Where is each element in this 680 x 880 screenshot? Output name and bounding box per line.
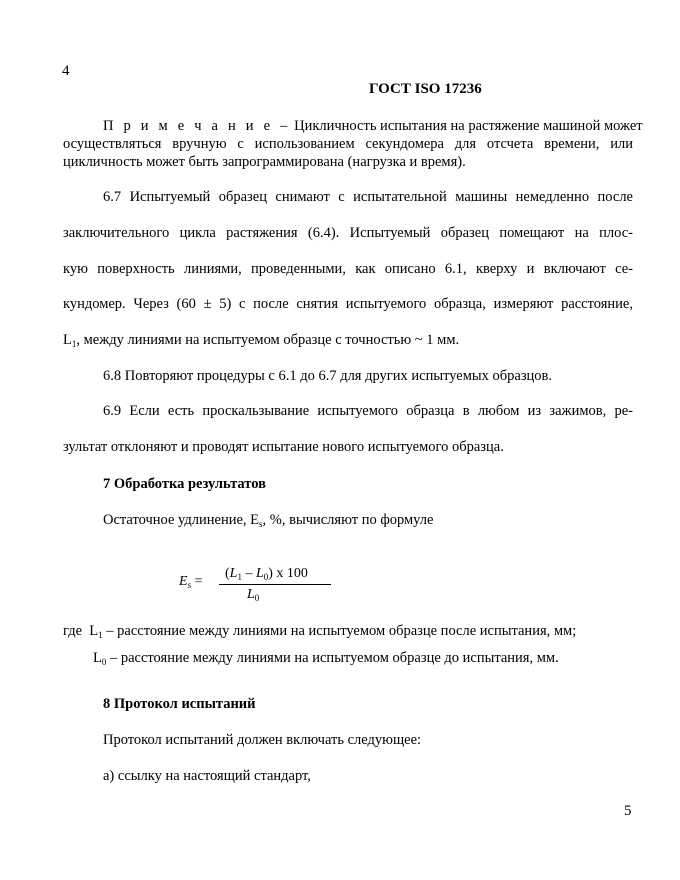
subscript: 0: [101, 657, 107, 667]
where-L1: [63, 623, 576, 640]
section-8-intro: Протокол испытаний должен включать следующее:: [103, 732, 422, 748]
symbol-L: L: [63, 332, 72, 348]
where-L0: [93, 650, 559, 667]
section-7-title: 7 Обработка результатов: [103, 476, 266, 492]
subscript: 0: [254, 593, 260, 603]
formula-lhs: [179, 574, 202, 590]
p67-line-3: кую поверхность линиями, проведенными, как описано 6.1, кверху и включают се-: [63, 261, 633, 277]
subscript: 1: [71, 339, 77, 349]
p67-line-2: заключительного цикла растяжения (6.4). Испытуемый образец помещают на плос-: [63, 225, 633, 241]
p69-line-1: 6.9 Если есть проскальзывание испытуемого образца в любом из зажимов, ре-: [103, 403, 633, 419]
section-7-intro: [103, 512, 433, 529]
page-bottom-number: 5: [624, 803, 632, 819]
note-line-2: осуществляться вручную с использованием секундомера для отсчета времени, или: [63, 136, 633, 152]
where-L0-text: – расстояние между линиями на испытуемом образце до испытания, мм.: [106, 650, 559, 666]
formula-numerator: [225, 566, 308, 582]
equals-sign: =: [191, 574, 203, 589]
symbol-L0: L: [255, 566, 264, 581]
subscript: 1: [98, 630, 103, 640]
where-L1-text: – расстояние между линиями на испытуемом образце после испытания, мм;: [102, 623, 577, 639]
p67-line-4: кундомер. Через (60 ± 5) с после снятия испытуемого образца, измеряют расстояние,: [63, 296, 633, 312]
symbol-L0-denominator: L: [247, 587, 255, 602]
where-prefix: где: [63, 623, 90, 639]
section-8-title: 8 Протокол испытаний: [103, 696, 256, 712]
symbol-L0: L: [93, 650, 102, 666]
intro-before: Остаточное удлинение, E: [103, 512, 260, 528]
subscript: s: [259, 519, 263, 529]
fraction-bar: [219, 584, 331, 585]
subscript: 1: [237, 572, 242, 582]
paren-open: (: [225, 566, 230, 581]
p69-line-2: зультат отклоняют и проводят испытание нового испытуемого образца.: [63, 439, 504, 455]
note-line-1: [103, 118, 643, 135]
note-line-3: цикличность может быть запрограммирована (нагрузка и время).: [63, 154, 466, 170]
page-top-number: 4: [62, 63, 70, 79]
document-header-title: ГОСТ ISO 17236: [369, 81, 482, 97]
note-line-1-text: Цикличность испытания на растяжение машиной может: [294, 118, 643, 134]
item-a: а) ссылку на настоящий стандарт,: [103, 768, 311, 784]
symbol-L1: L: [89, 623, 99, 639]
times-100: ) x 100: [268, 566, 308, 581]
subscript: s: [187, 580, 192, 590]
intro-after: , %, вычисляют по формуле: [262, 512, 434, 528]
subscript: 0: [263, 572, 269, 582]
p67-line-1: 6.7 Испытуемый образец снимают с испытательной машины немедленно после: [103, 189, 633, 205]
minus-sign: –: [241, 566, 256, 581]
p67-line-5: [63, 332, 633, 349]
formula-denominator: [247, 587, 259, 603]
symbol-E: E: [179, 574, 188, 589]
note-label: П р и м е ч а н и е –: [103, 118, 291, 134]
symbol-L1: L: [229, 566, 238, 581]
p68-line: 6.8 Повторяют процедуры с 6.1 до 6.7 для других испытуемых образцов.: [103, 368, 553, 384]
p67-line-5-text: , между линиями на испытуемом образце с точностью ~ 1 мм.: [76, 332, 460, 348]
